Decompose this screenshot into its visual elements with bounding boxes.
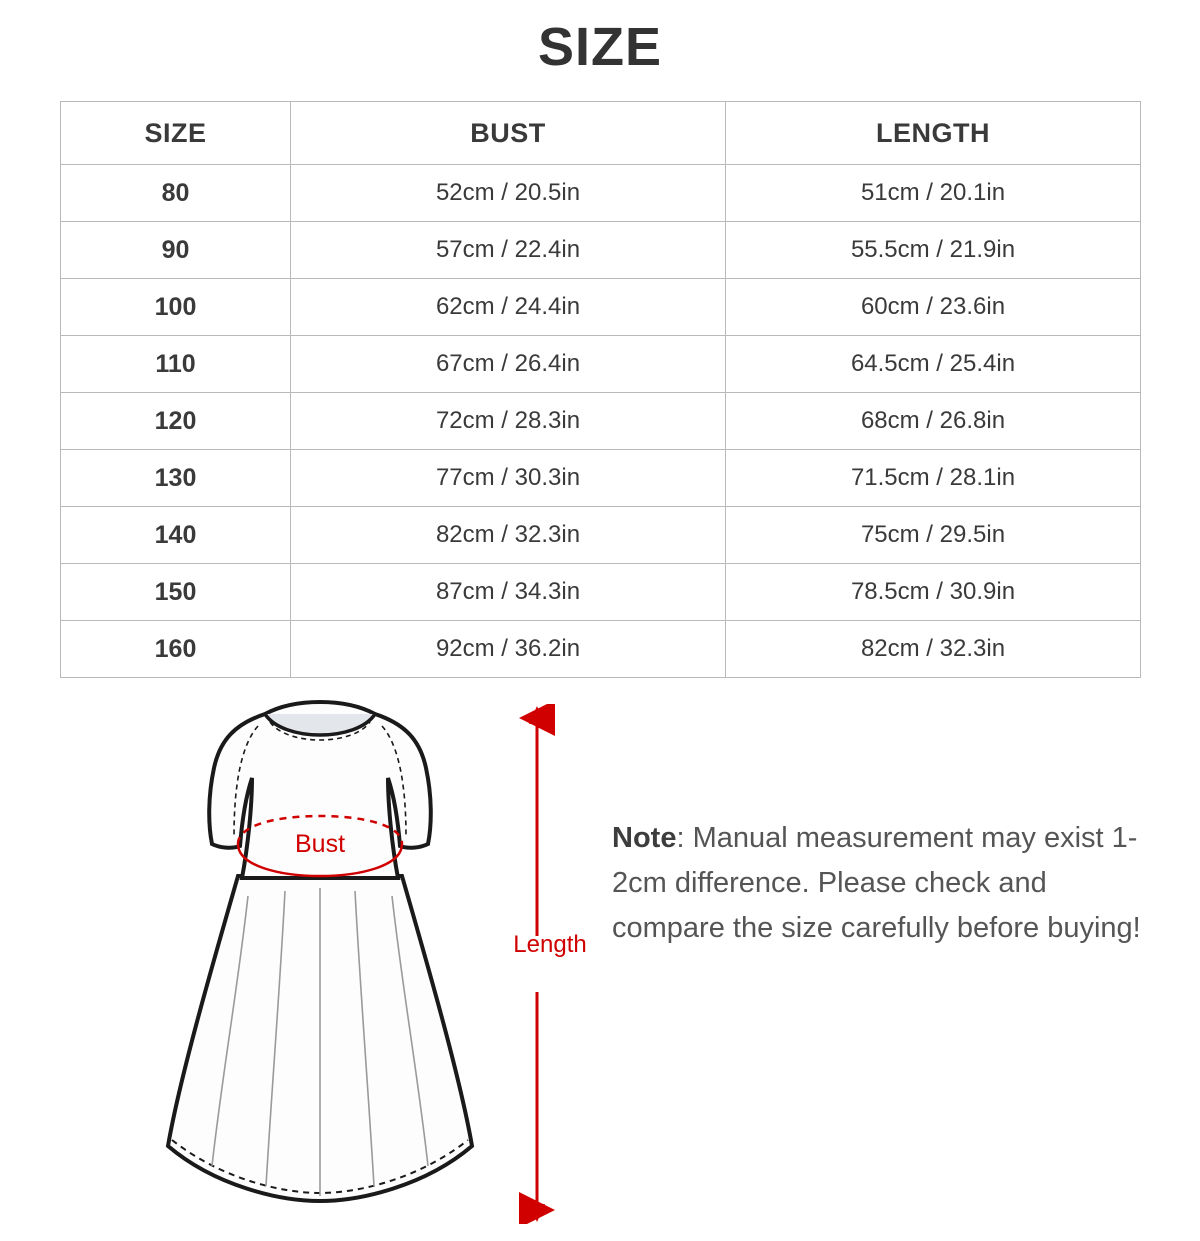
table-row xyxy=(61,393,1141,450)
cell-size: 130 xyxy=(61,450,291,507)
cell-length: 71.5cm / 28.1in xyxy=(726,450,1141,507)
cell-bust: 77cm / 30.3in xyxy=(291,450,726,507)
table-row xyxy=(61,336,1141,393)
cell-length: 78.5cm / 30.9in xyxy=(726,564,1141,621)
table-header-row xyxy=(61,102,1141,165)
note-body: : Manual measurement may exist 1-2cm difference. Please check and compare the size carefully before buying! xyxy=(612,822,1141,945)
cell-size: 120 xyxy=(61,393,291,450)
cell-length: 64.5cm / 25.4in xyxy=(726,336,1141,393)
cell-size: 100 xyxy=(61,279,291,336)
cell-bust: 62cm / 24.4in xyxy=(291,279,726,336)
cell-bust: 72cm / 28.3in xyxy=(291,393,726,450)
note-prefix: Note xyxy=(612,822,677,855)
column-header-length: LENGTH xyxy=(726,102,1141,165)
cell-bust: 87cm / 34.3in xyxy=(291,564,726,621)
column-header-bust: BUST xyxy=(291,102,726,165)
note-text xyxy=(612,816,1152,951)
table-row xyxy=(61,450,1141,507)
table-row xyxy=(61,564,1141,621)
length-label: Length xyxy=(513,931,587,959)
size-table xyxy=(60,101,1141,678)
cell-size: 140 xyxy=(61,507,291,564)
cell-length: 82cm / 32.3in xyxy=(726,621,1141,678)
illustration-section xyxy=(0,696,1200,1241)
bust-label-text: Bust xyxy=(294,830,346,859)
cell-size: 90 xyxy=(61,222,291,279)
cell-size: 80 xyxy=(61,165,291,222)
cell-size: 150 xyxy=(61,564,291,621)
cell-size: 110 xyxy=(61,336,291,393)
table-row xyxy=(61,279,1141,336)
cell-length: 68cm / 26.8in xyxy=(726,393,1141,450)
cell-bust: 92cm / 36.2in xyxy=(291,621,726,678)
cell-bust: 57cm / 22.4in xyxy=(291,222,726,279)
dress-illustration xyxy=(120,696,520,1216)
cell-length: 55.5cm / 21.9in xyxy=(726,222,1141,279)
cell-length: 75cm / 29.5in xyxy=(726,507,1141,564)
cell-size: 160 xyxy=(61,621,291,678)
cell-bust: 82cm / 32.3in xyxy=(291,507,726,564)
column-header-size: SIZE xyxy=(61,102,291,165)
table-row xyxy=(61,621,1141,678)
cell-bust: 52cm / 20.5in xyxy=(291,165,726,222)
length-arrow xyxy=(495,704,605,1224)
page-title: SIZE xyxy=(537,17,663,77)
size-table-container xyxy=(60,101,1140,678)
cell-length: 60cm / 23.6in xyxy=(726,279,1141,336)
cell-length: 51cm / 20.1in xyxy=(726,165,1141,222)
table-row xyxy=(61,165,1141,222)
table-row xyxy=(61,222,1141,279)
cell-bust: 67cm / 26.4in xyxy=(291,336,726,393)
table-row xyxy=(61,507,1141,564)
